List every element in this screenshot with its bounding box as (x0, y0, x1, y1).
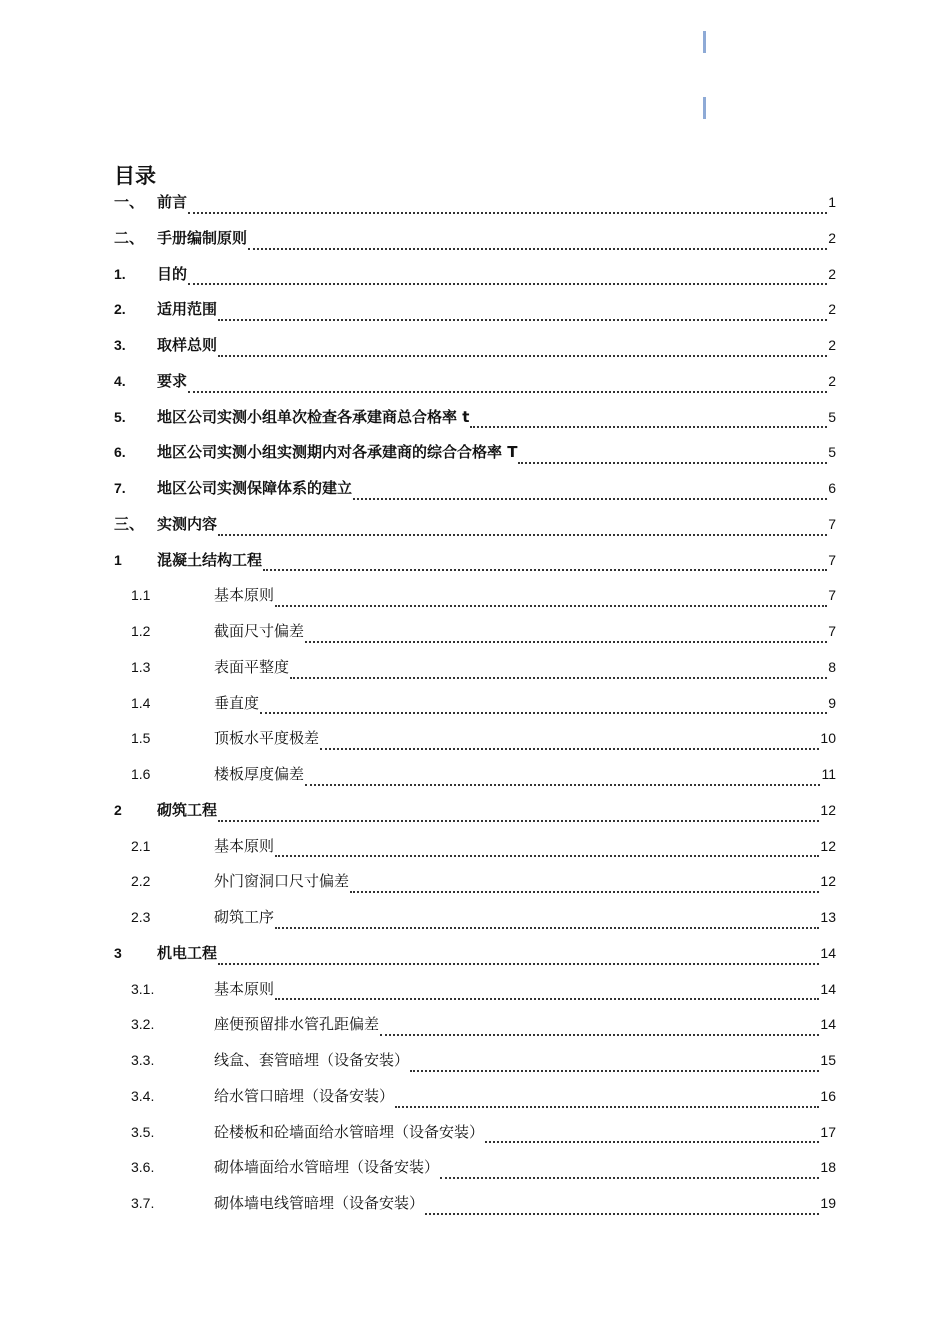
toc-leader-dots (218, 339, 827, 357)
toc-entry-number: 3.5. (131, 1123, 155, 1140)
toc-entry[interactable] (114, 936, 836, 972)
toc-leader-dots (275, 839, 819, 857)
toc-leader-dots (305, 625, 827, 643)
toc-entry-title[interactable]: 线盒、套管暗埋（设备安装） (214, 1051, 410, 1069)
toc-entry-number: 1.5 (131, 730, 151, 747)
toc-page-number: 14 (820, 1016, 836, 1033)
toc-page-number: 8 (828, 658, 836, 675)
toc-page-number: 17 (820, 1123, 836, 1140)
toc-leader-dots (305, 768, 820, 786)
toc-entry-number: 1.1 (131, 587, 151, 604)
toc-entry-title[interactable]: 混凝土结构工程 (157, 550, 263, 569)
toc-leader-dots (380, 1018, 819, 1036)
toc-entry-title[interactable]: 基本原则 (214, 979, 275, 998)
toc-entry-title[interactable]: 给水管口暗埋（设备安装） (214, 1086, 395, 1105)
toc-entry-number: 5. (114, 408, 126, 425)
toc-page-number: 2 (828, 372, 836, 389)
toc-entry-number: 1.4 (131, 694, 151, 711)
toc-page-number: 1 (828, 194, 836, 210)
toc-entry[interactable] (114, 864, 836, 900)
toc-entry[interactable] (114, 471, 836, 507)
toc-entry-title[interactable]: 座便预留排水管孔距偏差 (214, 1015, 380, 1034)
toc-entry-number: 2.2 (131, 873, 151, 890)
toc-entry-number: 2 (114, 801, 122, 818)
toc-title: 目录 (114, 164, 156, 188)
toc-entry-number: 2. (114, 301, 126, 318)
toc-entry-title[interactable]: 砌体墙电线管暗埋（设备安装） (214, 1194, 425, 1212)
toc-entry-number: 3. (114, 337, 126, 353)
toc-entry[interactable] (114, 435, 836, 471)
toc-entry[interactable] (114, 292, 836, 328)
toc-entry[interactable] (114, 1007, 836, 1043)
toc-entry[interactable] (114, 364, 836, 400)
toc-page-number: 5 (828, 408, 836, 425)
toc-entry-title[interactable]: 手册编制原则 (157, 228, 248, 247)
toc-page-number: 7 (828, 551, 836, 568)
toc-page-number: 9 (828, 694, 836, 711)
header-mark (703, 97, 706, 119)
toc-leader-dots (275, 911, 819, 929)
toc-entry-title[interactable]: 前言 (157, 193, 188, 211)
toc-page-number: 14 (820, 980, 836, 997)
toc-entry-title[interactable]: 楼板厚度偏差 (214, 765, 305, 783)
toc-entry[interactable] (114, 1079, 836, 1115)
toc-entry-number: 1.2 (131, 623, 151, 639)
toc-entry-title[interactable]: 取样总则 (157, 336, 218, 354)
toc-leader-dots (275, 982, 819, 1000)
toc-entry[interactable] (114, 686, 836, 722)
toc-page-number: 18 (820, 1159, 836, 1176)
toc-leader-dots (470, 410, 827, 428)
toc-entry-title[interactable]: 垂直度 (214, 693, 260, 712)
toc-entry-title[interactable]: 砌筑工程 (157, 800, 218, 819)
toc-leader-dots (188, 196, 827, 214)
toc-entry-number: 二、 (114, 228, 145, 247)
toc-entry[interactable] (114, 1186, 836, 1222)
toc-entry-title[interactable]: 砌体墙面给水管暗埋（设备安装） (214, 1158, 440, 1177)
toc-page-number: 12 (820, 873, 836, 890)
toc-entry-number: 2.1 (131, 837, 151, 854)
toc-entry-number: 3.1. (131, 980, 155, 997)
toc-entry-number: 3.2. (131, 1016, 155, 1033)
toc-entry-title[interactable]: 基本原则 (214, 586, 275, 605)
toc-entry[interactable] (114, 614, 836, 650)
toc-entry-number: 3.4. (131, 1087, 155, 1104)
toc-leader-dots (263, 553, 827, 571)
toc-entry-title[interactable]: 适用范围 (157, 300, 218, 319)
toc-page-number: 2 (828, 229, 836, 246)
toc-entry-title[interactable]: 要求 (157, 371, 188, 390)
toc-entry[interactable] (114, 829, 836, 865)
toc-leader-dots (218, 947, 819, 965)
toc-entry-title[interactable]: 机电工程 (157, 943, 218, 962)
toc-entry-title[interactable]: 地区公司实测保障体系的建立 (157, 479, 353, 497)
toc-leader-dots (248, 232, 827, 250)
toc-page-number: 7 (828, 515, 836, 532)
toc-leader-dots (290, 661, 827, 679)
toc-page-number: 15 (820, 1052, 836, 1068)
toc-entry[interactable] (114, 543, 836, 579)
toc-page-number: 11 (821, 766, 836, 782)
toc-entry[interactable] (114, 721, 836, 757)
toc-entry[interactable] (114, 328, 836, 364)
toc-entry[interactable] (114, 400, 836, 436)
toc-leader-dots (353, 482, 827, 500)
toc-entry-number: 7. (114, 480, 126, 496)
toc-entry-title[interactable]: 砼楼板和砼墙面给水管暗埋（设备安装） (214, 1122, 485, 1141)
toc-page-number: 12 (820, 837, 836, 854)
toc-page-number: 13 (820, 909, 836, 925)
toc-entry-number: 6. (114, 444, 126, 461)
toc-entry[interactable] (114, 757, 836, 793)
toc-leader-dots (188, 267, 827, 285)
toc-entry-number: 2.3 (131, 909, 151, 925)
toc-entry-number: 3.7. (131, 1195, 155, 1211)
toc-page-number: 6 (828, 480, 836, 496)
toc-leader-dots (320, 732, 819, 750)
toc-entry-title[interactable]: 实测内容 (157, 514, 218, 533)
header-mark (703, 31, 706, 53)
toc-leader-dots (218, 518, 827, 536)
toc-entry-number: 一、 (114, 193, 145, 211)
toc-page-number: 5 (828, 444, 836, 461)
toc-leader-dots (260, 696, 827, 714)
toc-leader-dots (275, 589, 827, 607)
toc-entry-number: 1.6 (131, 766, 151, 782)
toc-entry[interactable] (114, 1043, 836, 1079)
toc-leader-dots (395, 1090, 819, 1108)
toc-entry-title[interactable]: 表面平整度 (214, 657, 290, 676)
toc-entry-number: 3 (114, 944, 122, 961)
toc-page-number: 12 (820, 801, 836, 818)
toc-leader-dots (350, 875, 819, 893)
toc-entry-title[interactable]: 地区公司实测小组实测期内对各承建商的综合合格率 T (157, 443, 518, 462)
toc-leader-dots (218, 804, 819, 822)
toc-entry[interactable] (114, 1150, 836, 1186)
toc-entry-number: 1.3 (131, 658, 151, 675)
toc-leader-dots (518, 446, 827, 464)
toc-leader-dots (485, 1125, 819, 1143)
toc-entry-number: 4. (114, 372, 126, 389)
toc-page-number: 7 (828, 623, 836, 639)
toc-page-number: 10 (820, 730, 836, 747)
toc-entry[interactable] (114, 185, 836, 221)
toc-entry-number: 3.3. (131, 1052, 155, 1068)
toc-entry-title[interactable]: 截面尺寸偏差 (214, 622, 305, 640)
toc-entry-number: 1. (114, 265, 126, 282)
toc-entry-title[interactable]: 基本原则 (214, 836, 275, 855)
toc-entry[interactable] (114, 1115, 836, 1151)
toc-page-number: 2 (828, 301, 836, 318)
toc-entry-number: 三、 (114, 514, 145, 533)
toc-page-number: 2 (828, 337, 836, 353)
toc-entry[interactable] (114, 972, 836, 1008)
toc-entry[interactable] (114, 578, 836, 614)
toc-leader-dots (218, 303, 827, 321)
toc-leader-dots (440, 1161, 819, 1179)
toc-entry-number: 3.6. (131, 1159, 155, 1176)
toc-entry[interactable] (114, 650, 836, 686)
toc-entry-title[interactable]: 外门窗洞口尺寸偏差 (214, 872, 350, 891)
toc-leader-dots (188, 375, 827, 393)
toc-leader-dots (410, 1054, 819, 1072)
toc-page-number: 16 (820, 1087, 836, 1104)
toc-entry-title[interactable]: 目的 (157, 264, 188, 283)
toc-page-number: 14 (820, 944, 836, 961)
toc-page-number: 7 (828, 587, 836, 604)
table-of-contents (114, 185, 836, 1222)
toc-entry-number: 1 (114, 551, 122, 568)
toc-entry-title[interactable]: 砌筑工序 (214, 908, 275, 926)
toc-entry[interactable] (114, 793, 836, 829)
toc-leader-dots (425, 1197, 819, 1215)
toc-entry[interactable] (114, 900, 836, 936)
toc-page-number: 2 (828, 265, 836, 282)
toc-entry[interactable] (114, 221, 836, 257)
toc-entry[interactable] (114, 257, 836, 293)
toc-entry[interactable] (114, 507, 836, 543)
toc-page-number: 19 (820, 1195, 836, 1211)
toc-entry-title[interactable]: 地区公司实测小组单次检查各承建商总合格率 t (157, 407, 470, 426)
toc-entry-title[interactable]: 顶板水平度极差 (214, 729, 320, 748)
